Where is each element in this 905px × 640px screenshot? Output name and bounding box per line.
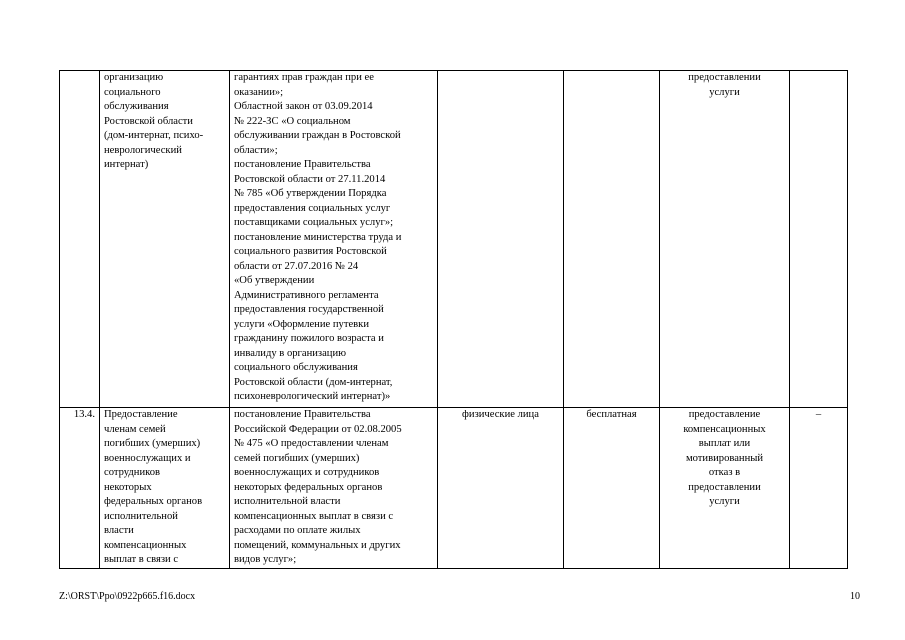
cell-service-name: организацию социального обслуживания Ростовской области (дом-интернат, психо- неврологический интернат) bbox=[100, 71, 230, 408]
cell-recipients: физические лица bbox=[438, 408, 564, 569]
cell-recipients bbox=[438, 71, 564, 408]
cell-extra bbox=[790, 71, 848, 408]
cell-service-name: Предоставление членам семей погибших (умерших) военнослужащих и сотрудников некоторых федеральных органов исполнительной власти компенсационных выплат в связи с bbox=[100, 408, 230, 569]
cell-number bbox=[60, 71, 100, 408]
cell-result: предоставлении услуги bbox=[660, 71, 790, 408]
cell-result: предоставление компенсационных выплат или мотивированный отказ в предоставлении услуги bbox=[660, 408, 790, 569]
footer-file-path: Z:\ORST\Ppo\0922p665.f16.docx bbox=[59, 591, 196, 602]
cell-legal-basis: гарантиях прав граждан при ее оказании»; Областной закон от 03.09.2014 № 222-ЗС «О социальном обслуживании граждан в Ростовской области»; постановление Правительства Ростовской области от 27.11.2014 № 785 «Об утверждении Порядка предоставления социальных услуг поставщиками социальных услуг»; постановление министерства труда и социального развития Ростовской области от 27.07.2016 № 24 «Об утверждении Административного регламента предоставления государственной услуги «Оформление путевки гражданину пожилого возраста и инвалиду в организацию социального обслуживания Ростовской области (дом-интернат, психоневрологический интернат)» bbox=[230, 71, 438, 408]
cell-extra: – bbox=[790, 408, 848, 569]
cell-number: 13.4. bbox=[60, 408, 100, 569]
table-row bbox=[60, 71, 848, 408]
page-number: 10 bbox=[850, 591, 860, 602]
cell-cost: бесплатная bbox=[564, 408, 660, 569]
cell-cost bbox=[564, 71, 660, 408]
services-table bbox=[59, 70, 848, 569]
cell-legal-basis: постановление Правительства Российской Федерации от 02.08.2005 № 475 «О предоставлении членам семей погибших (умерших) военнослужащих и сотрудников некоторых федеральных органов исполнительной власти компенсационных выплат в связи с расходами по оплате жилых помещений, коммунальных и других видов услуг»; bbox=[230, 408, 438, 569]
table-row bbox=[60, 408, 848, 569]
